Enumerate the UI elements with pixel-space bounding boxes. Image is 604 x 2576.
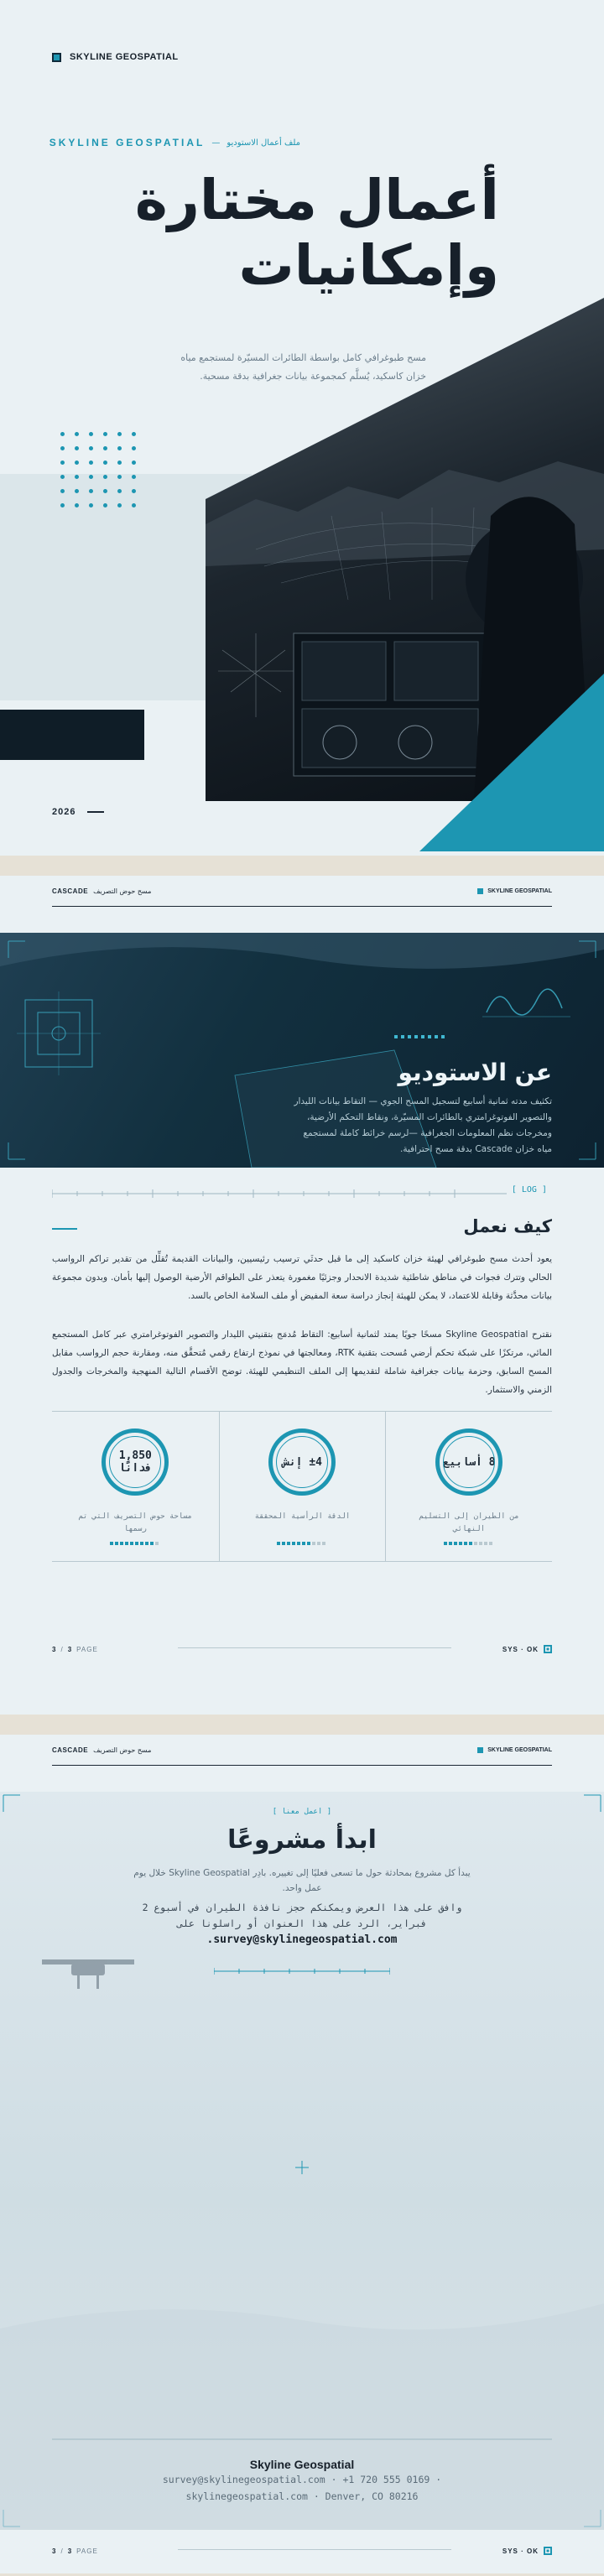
stats-row <box>52 1411 552 1562</box>
contact-ruler <box>214 1965 390 1977</box>
progress-segment <box>135 1542 138 1545</box>
cover-year-rule <box>87 811 104 813</box>
brand-square-icon <box>477 888 483 894</box>
signature-company: Skyline Geospatial <box>249 2458 355 2471</box>
running-header-project <box>52 1746 151 1754</box>
progress-segment <box>459 1542 462 1545</box>
progress-segment <box>115 1542 118 1545</box>
stat-ring <box>435 1429 502 1496</box>
contact-page <box>0 1735 604 2573</box>
footer-rule <box>178 2549 451 2550</box>
progress-segment <box>292 1542 295 1545</box>
page-total: 3 <box>67 2547 73 2555</box>
progress-segment <box>150 1542 154 1545</box>
progress-segment <box>145 1542 148 1545</box>
running-header-brand <box>477 1747 552 1753</box>
studio-hero-banner <box>0 933 604 1168</box>
progress-segment <box>130 1542 133 1545</box>
progress-segment <box>140 1542 143 1545</box>
cover-title-line1: أعمال مختارة <box>134 168 499 232</box>
page-current: 3 <box>52 2547 57 2555</box>
brand-logo-icon <box>52 53 61 62</box>
brand-lockup <box>52 52 179 62</box>
stat-value: 1,850 فدانًا <box>118 1449 152 1475</box>
contact-email-link[interactable]: survey@skylinegeospatial.com. <box>206 1933 398 1946</box>
running-header <box>52 1735 552 1766</box>
stat-label: مساحة حوض التصريف التي تم رسمها <box>78 1512 193 1533</box>
brand-name: SKYLINE GEOSPATIAL <box>70 52 179 62</box>
cover-kicker-arabic: ملف أعمال الاستوديو <box>226 138 300 148</box>
progress-segment <box>484 1542 487 1545</box>
progress-segment <box>155 1542 159 1545</box>
how-we-work-paragraph-1: يعود أحدث مسح طبوغرافي لهيئة خزان كاسكيد إلى ما قبل حدثَي ترسيب رئيسيين، والبيانات القديمة تُقلِّل من تقدير تراكم الرواسب الحالي وتترك فجوات في مناطق شاطئية شديدة الانحدار وجزئيًا مغمورة يتعذر على الطواقم الأرضية الوصول إليها بأمان. وبدون مجموعة بيانات محدَّثة وقابلة للاعتماد، لا يمكن للهيئة إنجاز دراسة سعة المفيض أو ملف السلامة الخاص بالسد. <box>52 1254 552 1301</box>
brand-square-icon <box>477 1747 483 1753</box>
running-header-project <box>52 887 151 895</box>
stat-value: ±4 إنش <box>283 1455 322 1469</box>
stat-progress-bar <box>110 1542 159 1545</box>
running-header-brand-name: SKYLINE GEOSPATIAL <box>487 887 552 894</box>
kicker-dash: — <box>211 138 221 148</box>
studio-page-footer <box>52 1643 552 1655</box>
studio-hero-title: عن الاستوديو <box>398 1059 552 1086</box>
contact-body <box>126 1900 478 1948</box>
system-status <box>502 2547 552 2555</box>
contact-signature <box>0 2458 604 2505</box>
progress-segment <box>449 1542 452 1545</box>
cover-subtitle: مسح طبوغرافي كامل بواسطة الطائرات المسيّرة لمستجمع مياه خزان كاسكيد، يُسلَّم كمجموعة بيانات جغرافية بدقة مسحية. <box>180 352 426 382</box>
cover-year <box>52 807 104 817</box>
progress-segment <box>317 1542 320 1545</box>
progress-segment <box>125 1542 128 1545</box>
progress-segment <box>444 1542 447 1545</box>
cover-year-text: 2026 <box>52 807 76 817</box>
cover-page <box>0 0 604 856</box>
how-title-accent <box>52 1228 77 1230</box>
progress-segment <box>120 1542 123 1545</box>
stat-card <box>52 1412 219 1561</box>
page-current: 3 <box>52 1645 57 1653</box>
progress-segment <box>469 1542 472 1545</box>
studio-hero-body: تكثيف مدته ثمانية أسابيع لتسجيل المسح الجوي — التقاط بيانات الليدار والتصوير الفوتوغرامتري بالطائرات المسيّرة، ونقاط التحكم الأرضية، ومخرجات نظم المعلومات الجغرافية —لرسم خرائط كاملة لمستجمع مياه خزان Cascade بدقة مسح احترافية. <box>294 1096 552 1154</box>
status-square-icon <box>544 1645 552 1653</box>
studio-page <box>0 876 604 1715</box>
decor-dot-grid <box>60 432 137 507</box>
stat-ring <box>102 1429 169 1496</box>
stat-ring <box>268 1429 336 1496</box>
cover-title-line2: وإمكانيات <box>238 233 499 298</box>
contact-subtitle: يبدأ كل مشروع بمحادثة حول ما تسعى فعليًا إلى تغييره. بادِر Skyline Geospatial خلال يوم عمل واحد. <box>133 1868 471 1893</box>
cover-kicker-english: SKYLINE GEOSPATIAL <box>49 137 206 148</box>
running-header <box>52 876 552 907</box>
stat-value: 8 أسابيع <box>442 1455 496 1469</box>
contact-title: ابدأ مشروعًا <box>227 1825 377 1855</box>
cover-title <box>63 168 499 299</box>
running-header-project-ar: مسح حوض التصريف <box>93 1746 152 1754</box>
progress-segment <box>479 1542 482 1545</box>
progress-segment <box>297 1542 300 1545</box>
footer-rule <box>178 1647 451 1648</box>
cover-kicker <box>49 137 300 148</box>
measure-ruler <box>52 1188 552 1200</box>
page-number: 3 / 3 PAGE <box>52 2547 98 2555</box>
progress-segment <box>464 1542 467 1545</box>
progress-segment <box>110 1542 113 1545</box>
running-header-project-ar: مسح حوض التصريف <box>93 887 152 895</box>
signature-address-line: skylinegeospatial.com · Denver, CO 80216 <box>185 2490 419 2502</box>
progress-segment <box>282 1542 285 1545</box>
stat-progress-bar <box>277 1542 325 1545</box>
progress-segment <box>312 1542 315 1545</box>
page-total: 3 <box>67 1645 73 1653</box>
section-tag-log: [ LOG ] <box>507 1185 552 1194</box>
how-we-work-title: كيف نعمل <box>463 1216 552 1236</box>
decor-dark-block <box>0 710 144 760</box>
progress-segment <box>287 1542 290 1545</box>
running-header-project-en: CASCADE <box>52 887 89 895</box>
progress-segment <box>322 1542 325 1545</box>
contact-body-text: وافق على هذا العرض ويمكنكم حجز نافذة الطيران في أسبوع 2 فبراير، الرد على هذا العنوان أو راسلونا على <box>142 1902 462 1929</box>
system-status-text: SYS · OK <box>502 1645 539 1653</box>
page-label: PAGE <box>76 2547 98 2555</box>
progress-segment <box>307 1542 310 1545</box>
how-we-work-paragraph-2: نقترح Skyline Geospatial مسحًا جويًا يمتد لثمانية أسابيع: التقاط مُدمَج بتقنيتي الليدار والتصوير الفوتوغرامتري عبر كامل المستجمع المائي، مرتكزًا على شبكة تحكم أرضي مُسحت بتقنية RTK، ومعالجتها في نموذج ارتفاع رقمي مُتحقَّق منه، ومقارنة حجم الرواسب مقابل المسح السابق، وحزمة بيانات جغرافية شاملة لتقديمها إلى الملف التنظيمي للهيئة. توضح الأقسام التالية المنهجية والمخرجات والجدول الزمني والاستثمار. <box>52 1330 552 1395</box>
running-header-project-en: CASCADE <box>52 1746 89 1754</box>
signature-contact-line: survey@skylinegeospatial.com · +1 720 555 0169 · <box>162 2474 442 2485</box>
stat-card <box>385 1412 552 1561</box>
progress-segment <box>489 1542 492 1545</box>
stat-label: من الطيران إلى التسليم النهائي <box>419 1512 519 1533</box>
running-header-brand <box>477 888 552 894</box>
page-number: 3 / 3 PAGE <box>52 1645 98 1653</box>
contact-page-footer <box>52 2545 552 2557</box>
page-label: PAGE <box>76 1645 98 1653</box>
stat-card <box>219 1412 386 1561</box>
progress-segment <box>474 1542 477 1545</box>
progress-segment <box>302 1542 305 1545</box>
progress-segment <box>454 1542 457 1545</box>
system-status-text: SYS · OK <box>502 2547 539 2555</box>
progress-segment <box>277 1542 280 1545</box>
contact-tag: [ اعمل معنا ] <box>272 1808 332 1816</box>
running-header-brand-name: SKYLINE GEOSPATIAL <box>487 1746 552 1753</box>
system-status <box>502 1645 552 1653</box>
status-square-icon <box>544 2547 552 2555</box>
stat-progress-bar <box>444 1542 492 1545</box>
stat-label: الدقة الرأسية المحققة <box>254 1512 351 1521</box>
